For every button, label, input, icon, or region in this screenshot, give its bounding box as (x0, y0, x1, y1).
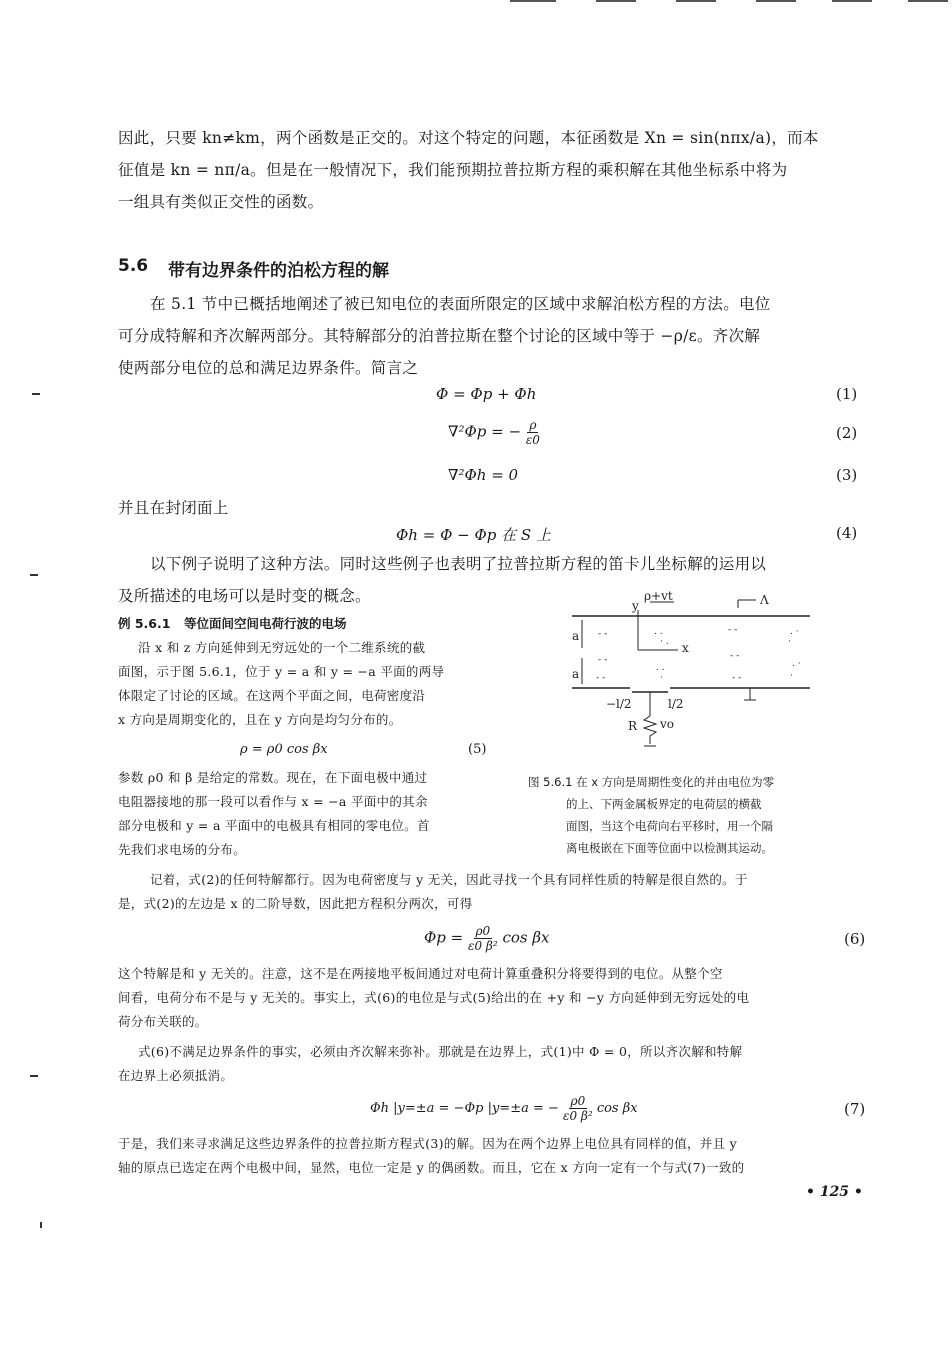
equation-number: (5) (468, 742, 487, 757)
scan-mark (40, 1222, 42, 1228)
equation-1: Φ = Φp + Φh (436, 385, 537, 403)
label-r: R (628, 719, 638, 733)
eq2-lhs: ∇²Φp = − (448, 422, 522, 441)
eq7-rhs: cos βx (596, 1101, 638, 1116)
para-line: 荷分布关联的。 (118, 1014, 208, 1029)
column-line: 部分电极和 y = a 平面中的电极具有相同的零电位。首 (118, 818, 430, 833)
scan-line (510, 0, 556, 2)
eq7-numerator: ρ0 (570, 1094, 586, 1108)
figure-caption-line: 的上、下两金属板界定的电荷层的横截 (566, 797, 762, 811)
intro-line: 征值是 kn = nπ/a。但是在一般情况下，我们能预期拉普拉斯方程的乘积解在其他坐标系中将为 (118, 161, 788, 179)
equation-4: Φh = Φ − Φp 在 S 上 (396, 526, 551, 544)
eq6-fraction (468, 924, 498, 953)
eq2-denominator: ε0 (525, 433, 540, 447)
para-line: 是，式(2)的左边是 x 的二阶导数，因此把方程积分两次，可得 (118, 896, 473, 911)
scan-line (596, 0, 636, 2)
para-line: 可分成特解和齐次解两部分。其特解部分的泊普拉斯在整个讨论的区域中等于 −ρ/ε。齐次解 (118, 327, 761, 345)
svg-text:. .: . . (654, 627, 663, 637)
eq2-fraction (526, 418, 540, 447)
column-line: 电阻器接地的那一段可以看作与 x = −a 平面中的其余 (118, 794, 428, 809)
svg-text:- -: - - (728, 625, 738, 635)
equation-6 (424, 924, 549, 953)
scan-line (676, 0, 716, 2)
eq6-rhs: cos βx (502, 928, 550, 947)
svg-text:- -: - - (598, 655, 608, 665)
label-lhalf-right: l/2 (668, 697, 684, 711)
svg-text:·: · (790, 671, 793, 681)
column-line: x 方向是周期变化的，且在 y 方向是均匀分布的。 (118, 712, 402, 727)
equation-number: (4) (836, 524, 858, 542)
para-line: 这个特解是和 y 无关的。注意，这不是在两接地平板间通过对电荷计算重叠积分将要得到的电位。从整个空 (118, 966, 723, 981)
svg-text:·: · (788, 637, 791, 647)
column-line: 体限定了讨论的区域。在这两个平面之间，电荷密度沿 (118, 688, 426, 703)
charge-dots (596, 625, 801, 683)
para-line: 使两部分电位的总和满足边界条件。简言之 (118, 359, 419, 377)
example-title: 等位面间空间电荷行波的电场 (184, 616, 347, 631)
eq7-denominator: ε0 β² (563, 1109, 593, 1123)
scan-line (832, 0, 872, 2)
column-line: 沿 x 和 z 方向延伸到无穷远处的一个二维系统的截 (138, 640, 426, 655)
scan-line (908, 0, 948, 2)
para-line: 及所描述的电场可以是时变的概念。 (118, 587, 371, 605)
scan-mark (30, 1075, 38, 1077)
label-a-bot: a (572, 667, 580, 681)
eq7-lhs: Φh |y=±a = −Φp |y=±a = − (370, 1101, 559, 1116)
label-lambda: Λ (760, 593, 769, 607)
para-line: 记着，式(2)的任何特解都行。因为电荷密度与 y 无关，因此寻找一个具有同样性质的特解是很自然的。于 (150, 872, 748, 887)
equation-3: ∇²Φh = 0 (448, 466, 519, 484)
para-line: 在边界上必须抵消。 (118, 1068, 234, 1083)
scan-mark (32, 393, 40, 395)
label-y: y (632, 599, 639, 613)
equation-number: (7) (844, 1100, 866, 1118)
figure-caption-line: 离电极嵌在下面等位面中以检测其运动。 (566, 841, 773, 855)
page-number: • 125 • (806, 1184, 863, 1200)
para-line: 式(6)不满足边界条件的事实，必须由齐次解来弥补。那就是在边界上，式(1)中 Φ = 0，所以齐次解和特解 (138, 1044, 743, 1059)
equation-7 (370, 1094, 638, 1123)
svg-text:. ·: . · (792, 659, 801, 669)
label-vt: ρ+vt (644, 589, 673, 603)
para-line: 间看，电荷分布不是与 y 无关的。事实上，式(6)的电位是与式(5)给出的在 +y 和 −y 方向延伸到无穷远处的电 (118, 990, 750, 1005)
figure-5-6-1 (560, 588, 830, 758)
scan-line (756, 0, 796, 2)
svg-text:· .: · . (660, 637, 669, 647)
eq6-lhs: Φp = (424, 928, 464, 947)
intro-line: 一组具有类似正交性的函数。 (118, 193, 324, 211)
eq6-denominator: ε0 β² (468, 939, 498, 953)
svg-text:·: · (660, 673, 663, 683)
column-line: 参数 ρ0 和 β 是给定的常数。现在，在下面电极中通过 (118, 770, 428, 785)
figure-caption-line: 面图，当这个电荷向右平移时，用一个隔 (566, 819, 773, 833)
label-a-top: a (572, 629, 580, 643)
svg-text:- -: - - (732, 673, 742, 683)
equation-2 (448, 418, 540, 447)
column-line: 面图，示于图 5.6.1，位于 y = a 和 y = −a 平面的两导 (118, 664, 445, 679)
intro-line: 因此，只要 kn≠km，两个函数是正交的。对这个特定的问题，本征函数是 Xn = sin(nπx/a)，而本 (118, 129, 819, 147)
section-number: 5.6 (118, 256, 149, 276)
svg-text:- -: - - (730, 651, 740, 661)
example-label: 例 5.6.1 (118, 616, 171, 631)
equation-number: (1) (836, 385, 858, 403)
label-vo: vo (660, 717, 675, 731)
equation-number: (2) (836, 424, 858, 442)
svg-text:- -: - - (598, 629, 608, 639)
figure-caption-line: 图 5.6.1 在 x 方向是周期性变化的并由电位为零 (528, 775, 775, 789)
svg-text:. .: . . (656, 663, 665, 673)
svg-text:- -: - - (596, 673, 606, 683)
para-line: 以下例子说明了这种方法。同时这些例子也表明了拉普拉斯方程的笛卡儿坐标解的运用以 (150, 555, 767, 573)
equation-number: (6) (844, 930, 866, 948)
scan-mark (30, 574, 38, 576)
eq2-numerator: ρ (529, 418, 537, 432)
para-line: 轴的原点已选定在两个电极中间，显然，电位一定是 y 的偶函数。而且，它在 x 方向一定有一个与式(7)一致的 (118, 1160, 745, 1175)
para-line: 于是，我们来寻求满足这些边界条件的拉普拉斯方程式(3)的解。因为在两个边界上电位具有同样的值，并且 y (118, 1136, 738, 1151)
section-title: 带有边界条件的泊松方程的解 (168, 261, 389, 281)
label-x: x (682, 641, 689, 655)
column-line: 先我们求电场的分布。 (118, 842, 247, 857)
resistor (644, 716, 656, 744)
eq7-fraction (563, 1094, 593, 1123)
eq6-numerator: ρ0 (475, 924, 491, 938)
label-lhalf-left: −l/2 (606, 697, 632, 711)
para-line: 在 5.1 节中已概括地阐述了被已知电位的表面所限定的区域中求解泊松方程的方法。电位 (150, 295, 771, 313)
equation-number: (3) (836, 466, 858, 484)
equation-5: ρ = ρ0 cos βx (240, 742, 328, 757)
closed-surface-text: 并且在封闭面上 (118, 499, 229, 517)
svg-text:. ·: . · (790, 627, 799, 637)
